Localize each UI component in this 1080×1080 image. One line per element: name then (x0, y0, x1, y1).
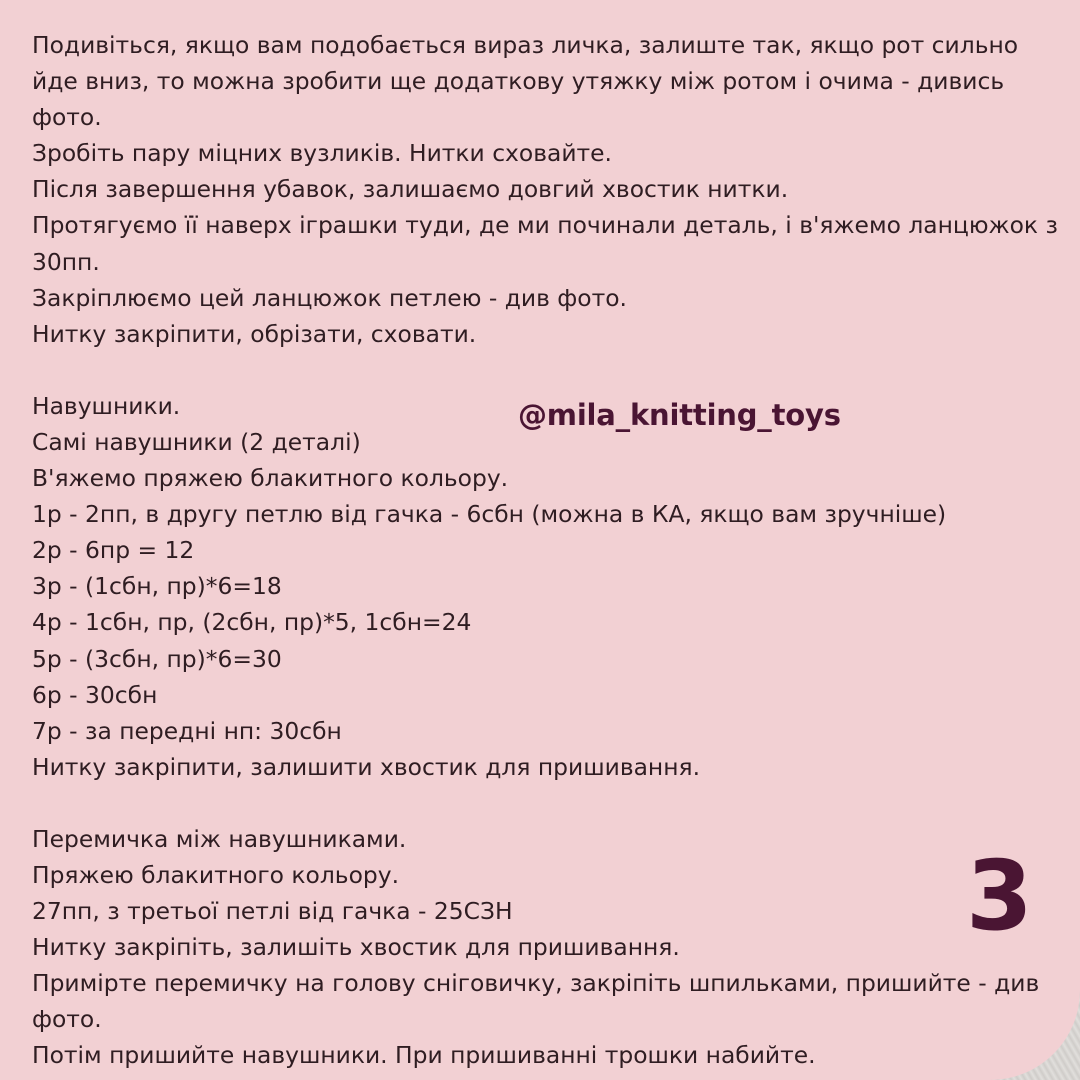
earmuffs-row-7: 7р - за передні нп: 30сбн (32, 716, 342, 745)
bridge-row: 27пп, з третьої петлі від гачка - 25СЗН (32, 897, 513, 926)
pattern-text (32, 27, 1062, 1074)
paragraph-decreases: Після завершення убавок, залишаємо довгий хвостик нитки. (32, 175, 789, 204)
paragraph-chain: Протягуємо її наверх іграшки туди, де ми починали деталь, і в'яжемо ланцюжок з 30пп. (32, 211, 1058, 276)
bridge-sew: Потім пришийте навушники. При пришиванні трошки набийте. (32, 1041, 816, 1070)
earmuffs-row-3: 3р - (1сбн, пр)*6=18 (32, 572, 282, 601)
earmuffs-row-6: 6р - 30сбн (32, 680, 158, 709)
earmuffs-row-5: 5р - (3сбн, пр)*6=30 (32, 644, 282, 673)
paragraph-finish: Нитку закріпити, обрізати, сховати. (32, 319, 477, 348)
earmuffs-row-4: 4р - 1сбн, пр, (2сбн, пр)*5, 1сбн=24 (32, 608, 472, 637)
bridge-fit: Примірте перемичку на голову сніговичку, закріпіть шпильками, пришийте - див фото. (32, 969, 1040, 1034)
section-title-earmuffs: Навушники. (32, 391, 181, 420)
spacer (32, 785, 1062, 821)
earmuffs-row-1: 1р - 2пп, в другу петлю від гачка - 6сбн (можна в КА, якщо вам зручніше) (32, 500, 947, 529)
earmuffs-yarn: В'яжемо пряжею блакитного кольору. (32, 464, 509, 493)
paragraph-face-expression: Подивіться, якщо вам подобається вираз личка, залиште так, якщо рот сильно йде вниз, то можна зробити ще додаткову утяжку між ротом і очима - дивись фото. (32, 31, 1019, 132)
page-number: 3 (966, 840, 1033, 952)
section-title-bridge: Перемичка між навушниками. (32, 824, 407, 853)
paragraph-knots: Зробіть пару міцних вузликів. Нитки сховайте. (32, 139, 612, 168)
bridge-yarn: Пряжею блакитного кольору. (32, 860, 400, 889)
author-handle-watermark: @mila_knitting_toys (518, 398, 841, 432)
earmuffs-row-2: 2р - 6пр = 12 (32, 536, 195, 565)
bridge-finish: Нитку закріпіть, залишіть хвостик для пришивання. (32, 933, 680, 962)
spacer (32, 352, 1062, 388)
paragraph-loop: Закріплюємо цей ланцюжок петлею - див фото. (32, 283, 627, 312)
earmuffs-subtitle: Самі навушники (2 деталі) (32, 427, 361, 456)
earmuffs-finish: Нитку закріпити, залишити хвостик для пришивання. (32, 752, 701, 781)
